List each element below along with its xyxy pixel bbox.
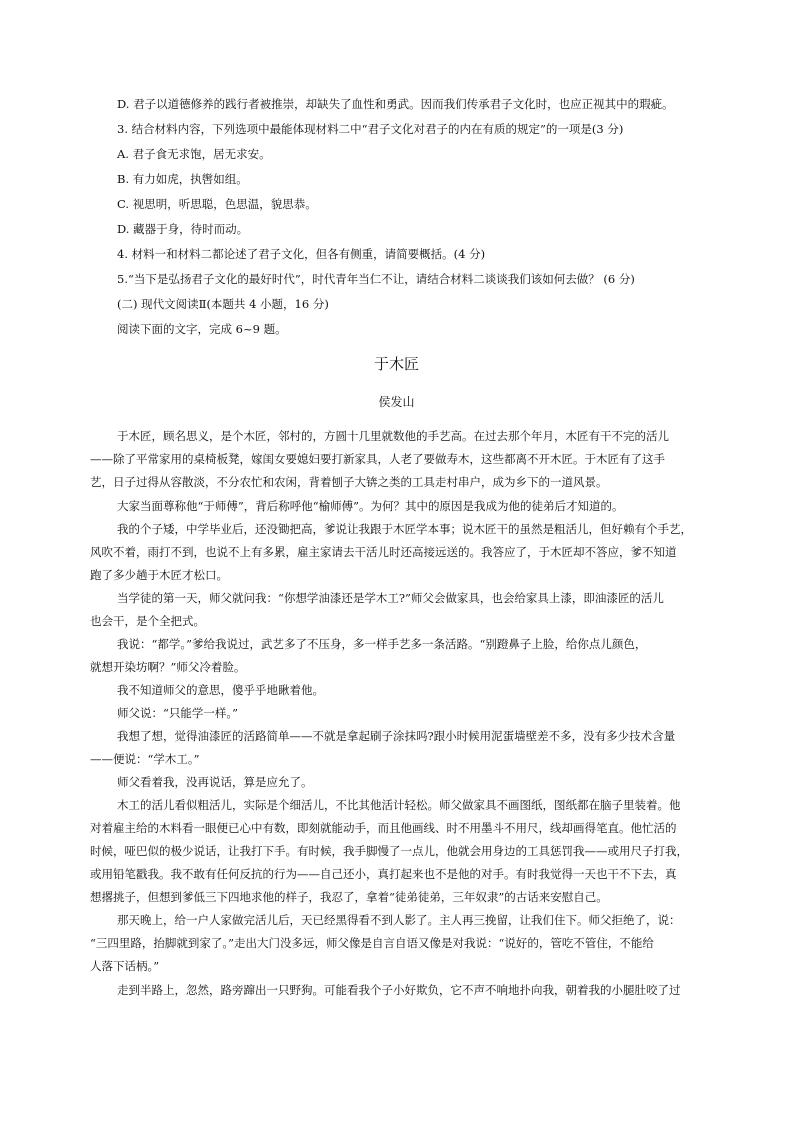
article-paragraph-line: 当学徒的第一天，师父就问我：“你想学油漆还是学木工?”师父会做家具，也会给家具上漆，即油漆匠的活儿	[117, 591, 664, 605]
article-paragraph-line: 于木匠，顾名思义，是个木匠，邻村的，方圆十几里就数他的手艺高。在过去那个年月，木匠有干不完的活儿	[117, 429, 669, 443]
article-paragraph-line: 木工的活儿看似粗活儿，实际是个细活儿，不比其他活计轻松。师父做家具不画图纸，图纸都在脑子里装着。他	[117, 798, 681, 812]
article-paragraph-line: 就想开染坊啊？”师父冷着脸。	[90, 660, 246, 674]
section-instruction: 阅读下面的文字，完成 6~9 题。	[117, 322, 287, 336]
question-3-option-d: D. 藏器于身，待时而动。	[117, 222, 249, 236]
article-paragraph-line: 艺，日子过得从容散淡，不分农忙和农闲，背着刨子大锛之类的工具走村串户，成为乡下的一道风景。	[90, 475, 608, 489]
article-paragraph-line: 也会干，是个全把式。	[90, 614, 205, 628]
article-paragraph-line: 我想了想，觉得油漆匠的活路简单——不就是拿起刷子涂抹吗?跟小时候用泥蛋墙壁差不多，没有多少技术含量	[117, 729, 676, 743]
question-3: 3. 结合材料内容，下列选项中最能体现材料二中“君子文化对君子的内在有质的规定”的一项是(3 分)	[117, 122, 624, 136]
question-3-option-b: B. 有力如虎，执辔如组。	[117, 172, 248, 186]
article-paragraph-line: 对着雇主给的木料看一眼便已心中有数，即刻就能动手，而且他画线、时不用墨斗不用尺，线却画得笔直。他忙活的	[90, 821, 677, 835]
article-paragraph-line: 我不知道师父的意思，傻乎乎地瞅着他。	[117, 683, 324, 697]
question-4: 4. 材料一和材料二都论述了君子文化，但各有侧重，请简要概括。(4 分)	[117, 247, 486, 261]
question-3-option-a: A. 君子食无求饱，居无求安。	[117, 147, 271, 161]
article-paragraph-line: ——便说：“学木工。”	[90, 752, 200, 766]
question-3-option-c: C. 视思明，听思聪，色思温，貌思恭。	[117, 197, 317, 211]
article-paragraph-line: 走到半路上，忽然，路旁蹿出一只野狗。可能看我个子小好欺负，它不声不响地扑向我，朝着我的小腿肚咬了过	[117, 983, 681, 997]
article-paragraph-line: 时候，哑巴似的极少说话，让我打下手。有时候，我手脚慢了一点儿，他就会用身边的工具惩罚我——或用尺子打我，	[90, 844, 688, 858]
article-title: 于木匠	[373, 355, 419, 373]
question-5: 5.“当下是弘扬君子文化的最好时代”，时代青年当仁不让，请结合材料二谈谈我们该如何去做？ (6 分)	[117, 272, 635, 286]
article-author: 侯发山	[378, 395, 415, 409]
article-paragraph-line: 我的个子矮，中学毕业后，还没锄把高，爹说让我跟于木匠学本事；说木匠干的虽然是粗活儿，但好赖有个手艺，	[117, 522, 692, 536]
article-paragraph-line: ——除了平常家用的桌椅板凳，嫁闺女要媳妇要打新家具，人老了要做寿木，这些都离不开木匠。于木匠有了这手	[90, 452, 665, 466]
article-paragraph-line: 大家当面尊称他“于师傅”，背后称呼他“榆师傅”。为何？其中的原因是我成为他的徒弟后才知道的。	[117, 499, 624, 513]
article-paragraph-line: 人落下话柄。”	[90, 959, 160, 973]
option-d-text: D. 君子以道德修养的践行者被推崇，却缺失了血性和勇武。因而我们传承君子文化时，也应正视其中的瑕疵。	[117, 97, 674, 111]
article-paragraph-line: 风吹不着，雨打不到，也说不上有多累，雇主家请去干活儿时还高接远送的。我答应了，于木匠却不答应，爹不知道	[90, 545, 677, 559]
article-paragraph-line: 师父说：“只能学一样。”	[117, 706, 239, 720]
article-paragraph-line: 或用铅笔戳我。我不敢有任何反抗的行为——自己还小，真打起来也不是他的对手。有时我觉得一天也干不下去，真	[90, 867, 677, 881]
article-paragraph-line: “三四里路，抬脚就到家了。”走出大门没多远，师父像是自言自语又像是对我说：“说好的，管吃不管住，不能给	[90, 936, 654, 950]
section-heading: (二) 现代文阅读Ⅱ(本题共 4 小题，16 分)	[117, 297, 329, 311]
article-paragraph-line: 想撂挑子，但想到爹低三下四地求他的样子，我忍了，拿着“徒弟徒弟，三年奴隶”的古话来安慰自己。	[90, 890, 608, 904]
article-paragraph-line: 我说：“都学。”爹给我说过，武艺多了不压身，多一样手艺多一条活路。“别蹬鼻子上脸，给你点儿颜色，	[117, 637, 647, 651]
article-paragraph-line: 那天晚上，给一户人家做完活儿后，天已经黑得看不到人影了。主人再三挽留，让我们住下。师父拒绝了，说：	[117, 913, 681, 927]
article-paragraph-line: 跑了多少趟于木匠才松口。	[90, 568, 228, 582]
article-paragraph-line: 师父看着我，没再说话，算是应允了。	[117, 775, 313, 789]
